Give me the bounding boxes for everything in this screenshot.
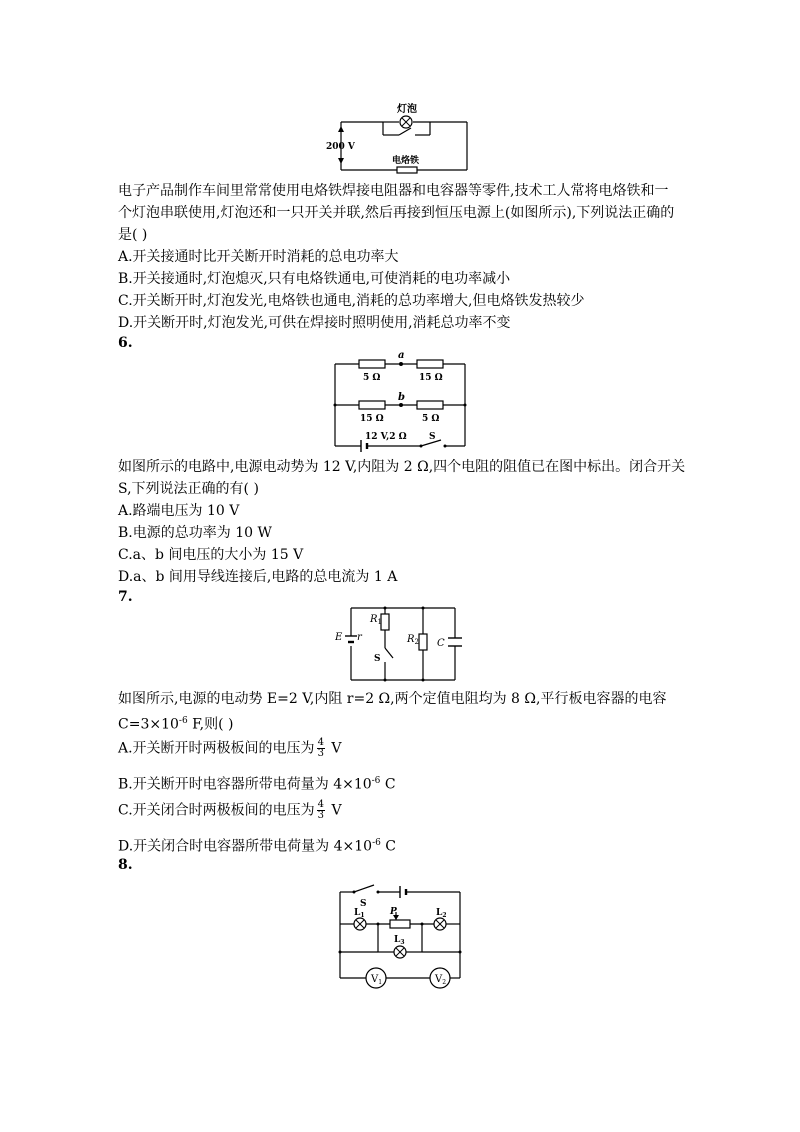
q7-stem-line-2: $C=3\times 10^{-6}$ F,则( ) — [118, 716, 234, 733]
l1-label: $L_1$ — [354, 908, 365, 919]
lamp-l2-icon — [434, 918, 446, 930]
q7-option-a: A.开关断开时两极板间的电压为 $\frac{4}{3}$ V — [118, 737, 342, 759]
question-number-7: 7. — [118, 589, 133, 605]
r2-label: $R_2$ — [407, 634, 419, 646]
node-b-label: b — [398, 392, 405, 403]
resistor-5-ohm-bottom — [417, 401, 443, 409]
lamp-l1-icon — [354, 918, 366, 930]
v2-label: $V_2$ — [435, 974, 447, 986]
q6-option-a: A.路端电压为 10 V — [118, 503, 240, 519]
internal-resistance-label: r — [357, 632, 362, 643]
soldering-iron-icon — [397, 167, 417, 173]
resistor-label-2: 15 Ω — [419, 373, 443, 383]
q5-option-a: A.开关接通时比开关断开时消耗的总电功率大 — [118, 249, 399, 265]
resistor-r1 — [381, 614, 389, 630]
v1-label: $V_1$ — [371, 974, 383, 986]
switch-label: S — [374, 654, 381, 664]
q6-option-c: C.a、b 间电压的大小为 15 V — [118, 547, 304, 563]
q6-option-d: D.a、b 间用导线连接后,电路的总电流为 1 A — [118, 569, 398, 585]
capacitor-label: C — [437, 638, 445, 649]
voltage-label: 200 V — [326, 142, 355, 152]
q7-stem-line-1: 如图所示,电源的电动势 E=2 V,内阻 r=2 Ω,两个定值电阻均为 8 Ω,平行板电容器的电容 — [118, 691, 667, 707]
q6-option-b: B.电源的总功率为 10 W — [118, 525, 272, 541]
r1-label: $R_1$ — [370, 614, 382, 626]
switch-label: S — [429, 432, 436, 442]
q7-circuit-figure — [335, 602, 465, 684]
switch-label: S — [360, 899, 367, 909]
q5-stem-line-3: 是( ) — [118, 227, 148, 243]
q5-stem-line-2: 个灯泡串联使用,灯泡还和一只开关并联,然后再接到恒压电源上(如图所示),下列说法正确的 — [118, 205, 675, 221]
resistor-r2 — [419, 634, 427, 650]
question-number-8: 8. — [118, 857, 133, 873]
q7-option-d: D.开关闭合时电容器所带电荷量为 $4\times 10^{-6}$ C — [118, 838, 397, 855]
resistor-15-ohm-bottom — [359, 401, 385, 409]
q7-option-c: C.开关闭合时两极板间的电压为 $\frac{4}{3}$ V — [118, 799, 342, 821]
slider-p-label: P — [390, 907, 397, 917]
lamp-l3-icon — [394, 946, 406, 958]
q6-stem-line-1: 如图所示的电路中,电源电动势为 12 V,内阻为 2 Ω,四个电阻的阻值已在图中标出。闭合开关 — [118, 459, 686, 475]
resistor-5-ohm-top — [359, 360, 385, 368]
q6-stem-line-2: S,下列说法正确的有( ) — [118, 481, 259, 497]
rheostat-icon — [390, 920, 410, 928]
source-label: 12 V,2 Ω — [365, 432, 407, 442]
q8-circuit-figure — [330, 878, 470, 990]
q6-circuit-figure — [325, 350, 475, 454]
resistor-label-3: 15 Ω — [360, 414, 384, 424]
iron-label: 电烙铁 — [392, 156, 420, 166]
q5-option-d: D.开关断开时,灯泡发光,可供在焊接时照明使用,消耗总功率不变 — [118, 315, 511, 331]
resistor-label-1: 5 Ω — [363, 373, 381, 383]
lamp-label: 灯泡 — [397, 104, 417, 115]
question-number-6: 6. — [118, 335, 133, 351]
resistor-label-4: 5 Ω — [422, 414, 440, 424]
q7-option-b: B.开关断开时电容器所带电荷量为 $4\times 10^{-6}$ C — [118, 776, 396, 793]
resistor-15-ohm-top — [417, 360, 443, 368]
node-a-label: a — [398, 350, 405, 361]
q5-stem-line-1: 电子产品制作车间里常常使用电烙铁焊接电阻器和电容器等零件,技术工人常将电烙铁和一 — [118, 183, 669, 199]
q5-option-c: C.开关断开时,灯泡发光,电烙铁也通电,消耗的总功率增大,但电烙铁发热较少 — [118, 293, 585, 309]
emf-label: E — [335, 632, 343, 643]
l3-label: $L_3$ — [394, 935, 405, 946]
l2-label: $L_2$ — [436, 908, 447, 919]
q5-circuit-figure — [325, 100, 475, 175]
q5-option-b: B.开关接通时,灯泡熄灭,只有电烙铁通电,可使消耗的电功率减小 — [118, 271, 511, 287]
